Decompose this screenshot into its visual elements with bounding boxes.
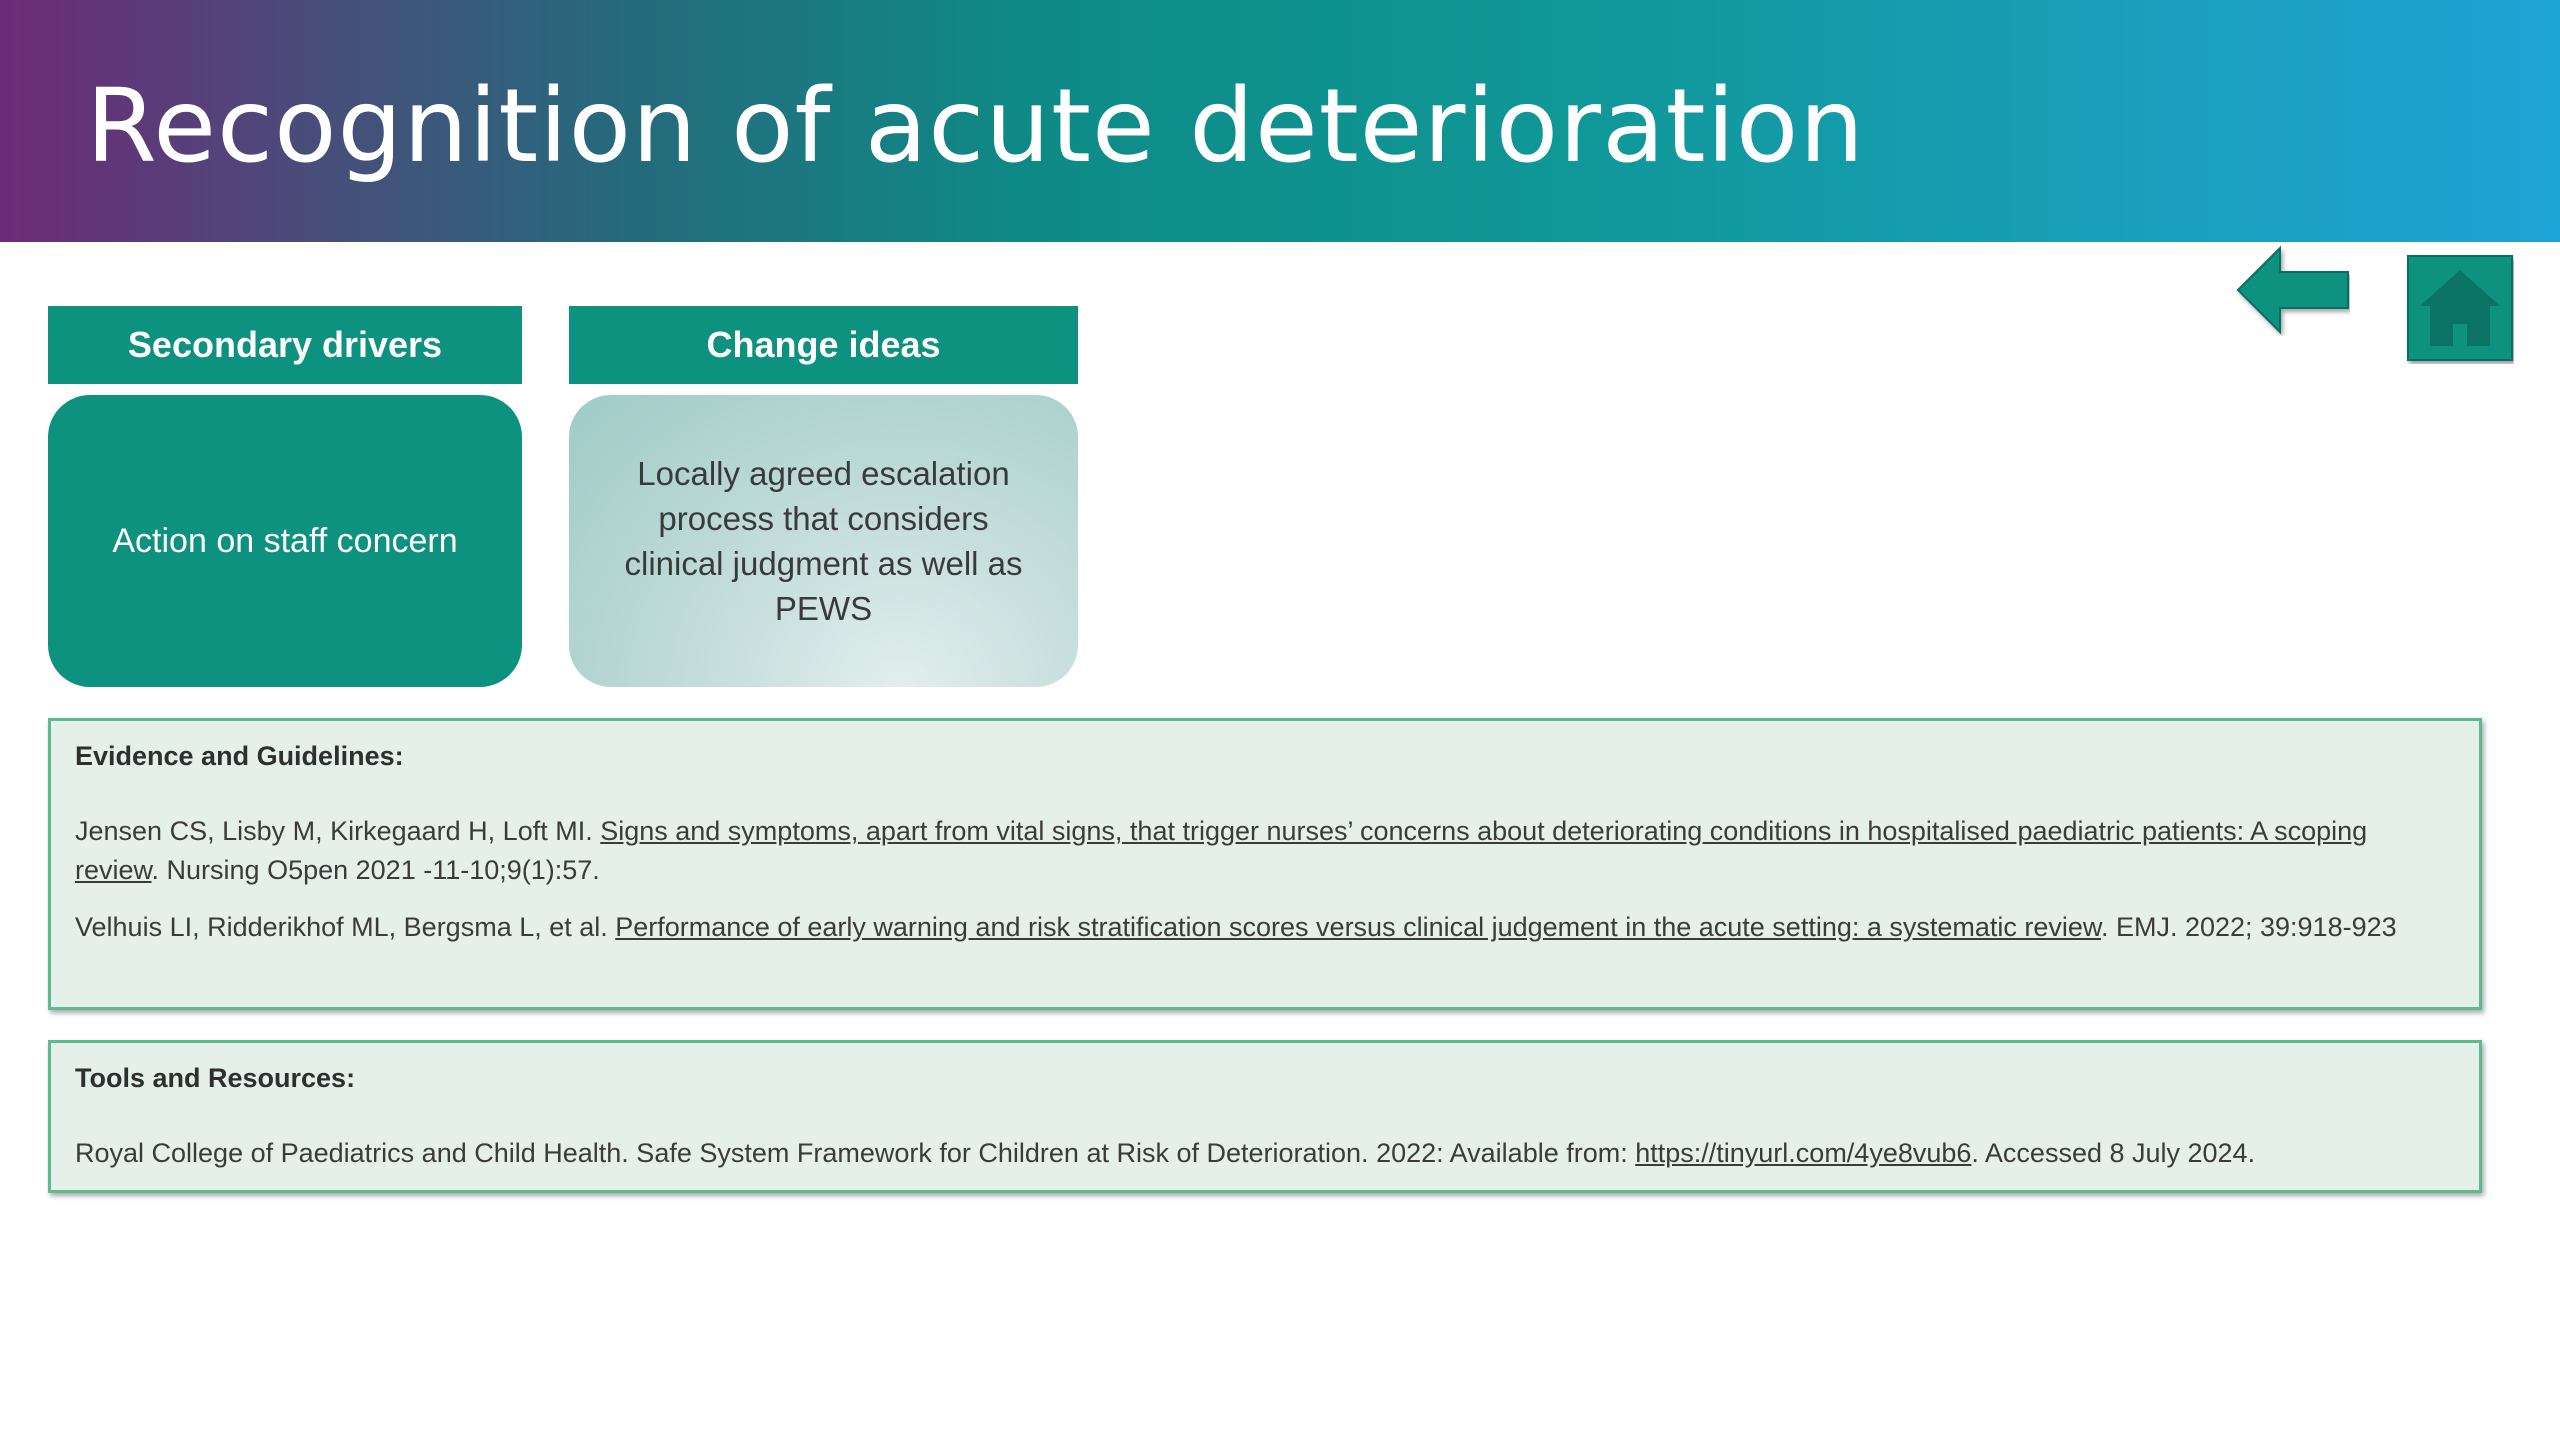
tools-panel: [48, 1040, 2482, 1193]
secondary-drivers-header: Secondary drivers: [48, 306, 522, 384]
change-idea-text: Locally agreed escalation process that considers clinical judgment as well as PEWS: [624, 455, 1023, 627]
change-idea-box[interactable]: [569, 395, 1078, 687]
secondary-driver-box[interactable]: [48, 395, 522, 687]
evidence-panel: [48, 718, 2482, 1010]
evidence-heading: Evidence and Guidelines:: [75, 741, 404, 771]
secondary-driver-text: Action on staff concern: [112, 521, 458, 560]
tools-reference: Royal College of Paediatrics and Child Health. Safe System Framework for Children at Risk of Deterioration. 2022: Available from: https://tinyurl.com/4ye8vub6. Accessed 8 July 2024.: [75, 1138, 2256, 1168]
change-ideas-header: Change ideas: [569, 306, 1078, 384]
evidence-reference: Jensen CS, Lisby M, Kirkegaard H, Loft MI. Signs and symptoms, apart from vital signs, that trigger nurses’ concerns about deteriorating conditions in hospitalised paediatric patients: A scoping review. Nursing O5pen 2021 -11-10;9(1):57.: [75, 816, 2368, 885]
tools-heading: Tools and Resources:: [75, 1063, 356, 1093]
resource-link[interactable]: https://tinyurl.com/4ye8vub6: [1635, 1138, 1972, 1168]
slide-title: Recognition of acute deterioration: [86, 67, 1865, 186]
home-icon[interactable]: [2406, 254, 2514, 364]
left-arrow-icon[interactable]: [2236, 244, 2350, 336]
evidence-reference: Velhuis LI, Ridderikhof ML, Bergsma L, et al. Performance of early warning and risk stratification scores versus clinical judgement in the acute setting: a systematic review. EMJ. 2022; 39:918-923: [75, 912, 2397, 942]
reference-link[interactable]: Signs and symptoms, apart from vital signs, that trigger nurses’ concerns about deteriorating conditions in hospitalised paediatric patients: A scoping review: [75, 816, 2368, 885]
reference-link[interactable]: Performance of early warning and risk stratification scores versus clinical judgement in the acute setting: a systematic review: [615, 912, 2101, 942]
